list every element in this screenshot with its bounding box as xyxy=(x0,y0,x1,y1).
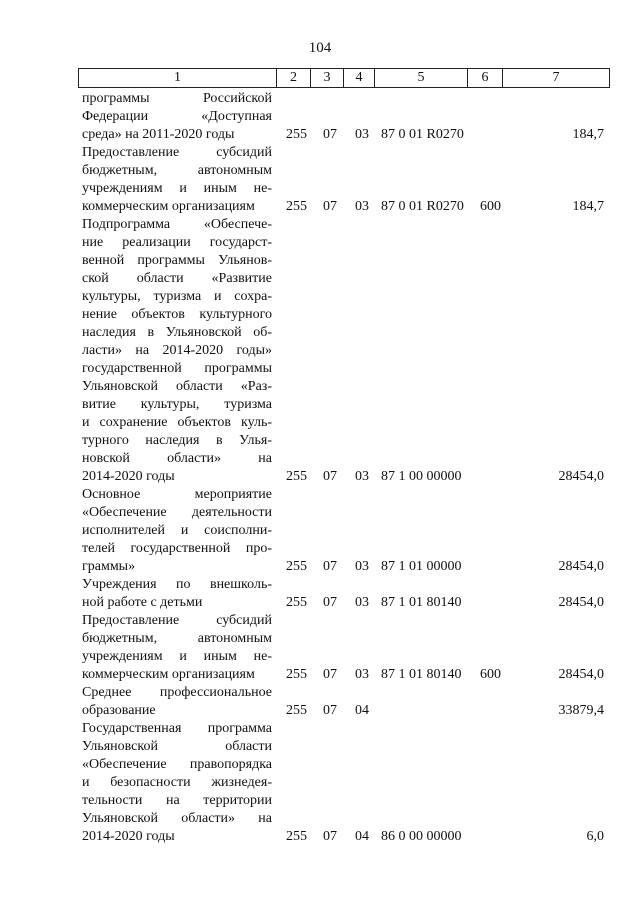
cell-column-7: 184,7 xyxy=(572,199,604,214)
description-line: витие культуры, туризма xyxy=(82,397,272,412)
description-line: «Обеспечение деятельности xyxy=(82,505,272,520)
table-row xyxy=(0,216,640,486)
column-header-7: 7 xyxy=(552,70,560,85)
row-description xyxy=(82,612,272,684)
description-line: Подпрограмма «Обеспече- xyxy=(82,217,272,232)
cell-column-4: 03 xyxy=(355,667,369,682)
description-line: Учреждения по внешколь- xyxy=(82,577,272,592)
cell-column-5: 87 1 01 80140 xyxy=(381,595,462,610)
row-description xyxy=(82,684,272,720)
row-description xyxy=(82,90,272,144)
cell-column-7: 28454,0 xyxy=(558,667,604,682)
cell-column-2: 255 xyxy=(286,559,307,574)
cell-column-2: 255 xyxy=(286,595,307,610)
cell-column-4: 03 xyxy=(355,595,369,610)
description-line: турного наследия в Улья- xyxy=(82,433,272,448)
description-line: тельности на территории xyxy=(82,793,272,808)
description-line: Ульяновской области «Раз- xyxy=(82,379,272,394)
cell-column-5: 87 0 01 R0270 xyxy=(381,199,464,214)
row-description xyxy=(82,144,272,216)
description-line: Среднее профессиональное xyxy=(82,685,272,700)
description-line: программы Российской xyxy=(82,91,272,106)
cell-column-3: 07 xyxy=(323,667,337,682)
column-header-6: 6 xyxy=(468,69,503,87)
cell-column-2: 255 xyxy=(286,199,307,214)
column-header-2: 2 xyxy=(277,69,311,87)
cell-column-4: 03 xyxy=(355,559,369,574)
description-line: и сохранение объектов куль- xyxy=(82,415,272,430)
description-line: образование xyxy=(82,703,156,718)
description-line: бюджетным, автономным xyxy=(82,163,272,178)
description-line: среда» на 2011-2020 годы xyxy=(82,127,235,142)
cell-column-2: 255 xyxy=(286,127,307,142)
table-header xyxy=(78,68,610,88)
cell-column-3: 07 xyxy=(323,559,337,574)
description-line: «Обеспечение правопорядка xyxy=(82,757,272,772)
table-row xyxy=(0,144,640,216)
cell-column-3: 07 xyxy=(323,703,337,718)
row-description xyxy=(82,216,272,486)
description-line: и безопасности жизнедея- xyxy=(82,775,272,790)
cell-column-2: 255 xyxy=(286,829,307,844)
cell-column-5: 87 1 01 00000 xyxy=(381,559,462,574)
description-line: нение объектов культурного xyxy=(82,307,272,322)
description-line: ной работе с детьми xyxy=(82,595,203,610)
description-line: Ульяновской области xyxy=(82,739,272,754)
table-row xyxy=(0,90,640,144)
cell-column-2: 255 xyxy=(286,667,307,682)
row-description xyxy=(82,486,272,576)
cell-column-4: 04 xyxy=(355,703,369,718)
cell-column-4: 03 xyxy=(355,127,369,142)
description-line: граммы» xyxy=(82,559,136,574)
cell-column-4: 03 xyxy=(355,199,369,214)
description-line: новской области» на xyxy=(82,451,272,466)
column-header-5: 5 xyxy=(375,69,468,87)
cell-column-4: 04 xyxy=(355,829,369,844)
table-row xyxy=(0,720,640,846)
description-line: культуры, туризма и сохра- xyxy=(82,289,272,304)
cell-column-2: 255 xyxy=(286,703,307,718)
cell-column-3: 07 xyxy=(323,199,337,214)
description-line: бюджетным, автономным xyxy=(82,631,272,646)
cell-column-7: 184,7 xyxy=(572,127,604,142)
row-description xyxy=(82,576,272,612)
cell-column-2: 255 xyxy=(286,469,307,484)
column-header-4: 4 xyxy=(344,69,375,87)
description-line: Основное мероприятие xyxy=(82,487,272,502)
description-line: государственной программы xyxy=(82,361,272,376)
description-line: Ульяновской области» на xyxy=(82,811,272,826)
cell-column-7: 6,0 xyxy=(586,829,604,844)
cell-column-7: 28454,0 xyxy=(558,595,604,610)
description-line: 2014-2020 годы xyxy=(82,829,175,844)
cell-column-7: 28454,0 xyxy=(558,559,604,574)
description-line: Предоставление субсидий xyxy=(82,613,272,628)
description-line: телей государственной про- xyxy=(82,541,272,556)
description-line: ние реализации государст- xyxy=(82,235,272,250)
cell-column-3: 07 xyxy=(323,127,337,142)
cell-column-7: 33879,4 xyxy=(558,703,604,718)
cell-column-6: 600 xyxy=(480,199,501,214)
cell-column-4: 03 xyxy=(355,469,369,484)
column-header-3: 3 xyxy=(311,69,344,87)
cell-column-7: 28454,0 xyxy=(558,469,604,484)
cell-column-3: 07 xyxy=(323,829,337,844)
description-line: Предоставление субсидий xyxy=(82,145,272,160)
cell-column-6: 600 xyxy=(480,667,501,682)
cell-column-5: 87 1 00 00000 xyxy=(381,469,462,484)
description-line: ской области «Развитие xyxy=(82,271,272,286)
description-line: Государственная программа xyxy=(82,721,272,736)
table-row xyxy=(0,612,640,684)
description-line: ласти» на 2014-2020 годы» xyxy=(82,343,272,358)
description-line: учреждениям и иным не- xyxy=(82,181,272,196)
cell-column-3: 07 xyxy=(323,469,337,484)
page-number: 104 xyxy=(308,40,332,56)
description-line: наследия в Ульяновской об- xyxy=(82,325,272,340)
table-row xyxy=(0,576,640,612)
description-line: коммерческим организациям xyxy=(82,667,255,682)
description-line: учреждениям и иным не- xyxy=(82,649,272,664)
description-line: исполнителей и соисполни- xyxy=(82,523,272,538)
description-line: коммерческим организациям xyxy=(82,199,255,214)
description-line: 2014-2020 годы xyxy=(82,469,175,484)
cell-column-5: 87 1 01 80140 xyxy=(381,667,462,682)
cell-column-5: 86 0 00 00000 xyxy=(381,829,462,844)
table-row xyxy=(0,486,640,576)
description-line: венной программы Ульянов- xyxy=(82,253,272,268)
cell-column-3: 07 xyxy=(323,595,337,610)
cell-column-5: 87 0 01 R0270 xyxy=(381,127,464,142)
row-description xyxy=(82,720,272,846)
column-header-1: 1 xyxy=(79,69,277,87)
table-row xyxy=(0,684,640,720)
description-line: Федерации «Доступная xyxy=(82,109,272,124)
